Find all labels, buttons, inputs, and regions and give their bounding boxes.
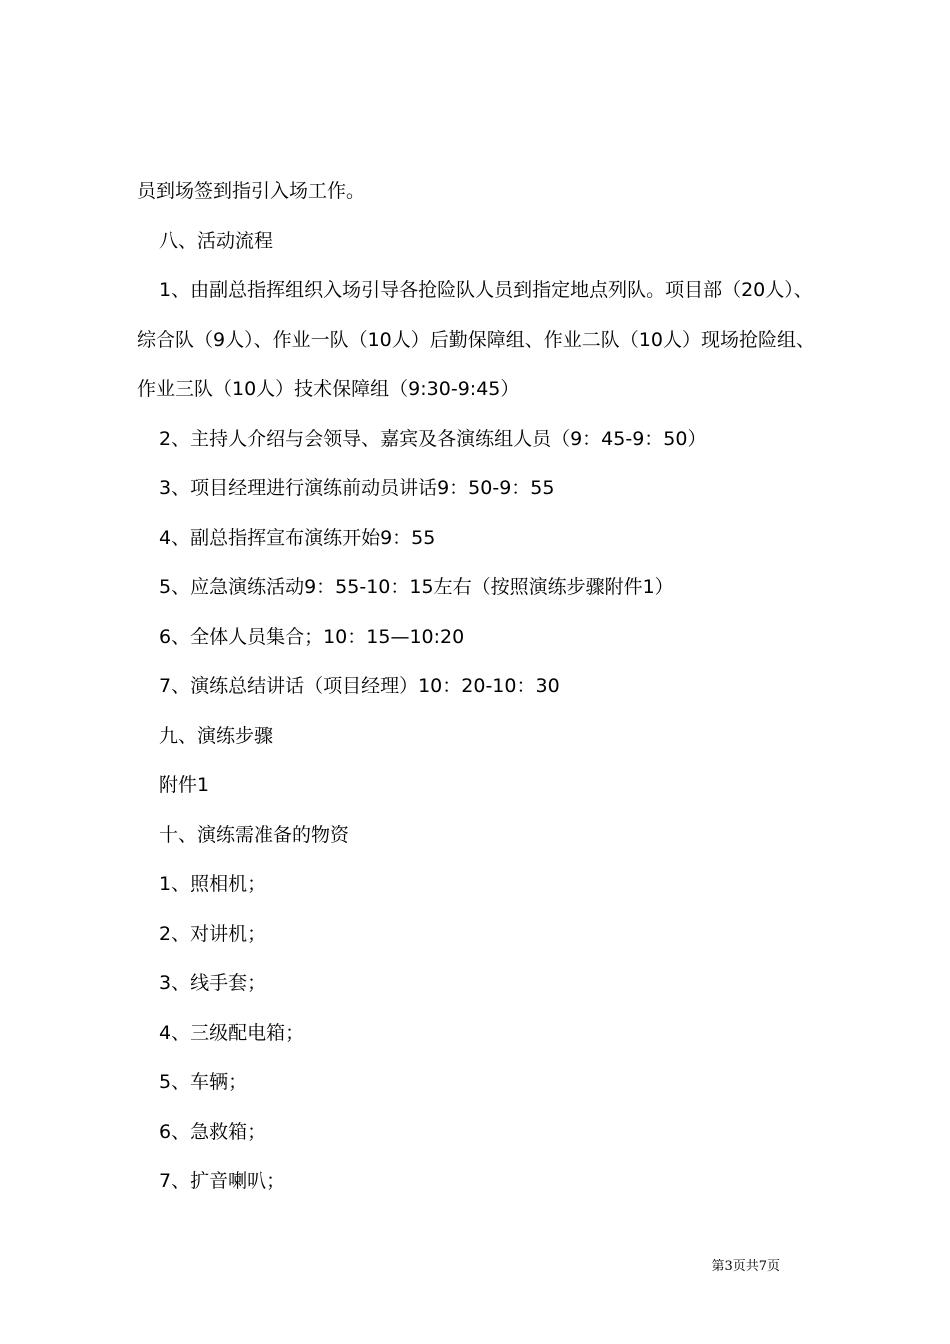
flow-item-4: 4、副总指挥宣布演练开始9：55	[159, 526, 436, 549]
material-item-7: 7、扩音喇叭；	[159, 1170, 286, 1192]
material-item-4: 4、三级配电箱；	[159, 1021, 305, 1044]
flow-item-2: 2、主持人介绍与会领导、嘉宾及各演练组人员（9：45-9：50）	[159, 427, 707, 450]
material-item-2: 2、对讲机；	[159, 922, 267, 945]
page-number-footer: 第3页共7页	[711, 1259, 780, 1274]
material-item-1: 1、照相机；	[159, 873, 267, 895]
flow-item-1: 1、由副总指挥组织入场引导各抢险队人员到指定地点列队。项目部（20人）、综合队（9人）、作业一队（10人）后勤保障组、作业二队（10人）现场抢险组、作业三队（10人）技术保障组（9:30-9:45）	[137, 279, 815, 400]
flow-item-7: 7、演练总结讲话（项目经理）10：20-10：30	[159, 675, 560, 697]
section-heading-drill-steps: 九、演练步骤	[159, 724, 274, 747]
flow-item-5: 5、应急演练活动9：55-10：15左右（按照演练步骤附件1）	[159, 576, 674, 598]
material-item-5: 5、车辆；	[159, 1071, 248, 1093]
attachment-reference: 附件1	[159, 774, 210, 796]
section-heading-activity-flow: 八、活动流程	[159, 229, 274, 252]
paragraph-continuation: 员到场签到指引入场工作。	[137, 180, 366, 202]
document-body	[137, 167, 817, 1207]
flow-item-6: 6、全体人员集合；10：15—10:20	[159, 625, 465, 648]
flow-item-3: 3、项目经理进行演练前动员讲话9：50-9：55	[159, 477, 555, 499]
section-heading-materials: 十、演练需准备的物资	[159, 823, 350, 846]
material-item-3: 3、线手套；	[159, 972, 267, 994]
material-item-6: 6、急救箱；	[159, 1120, 267, 1143]
